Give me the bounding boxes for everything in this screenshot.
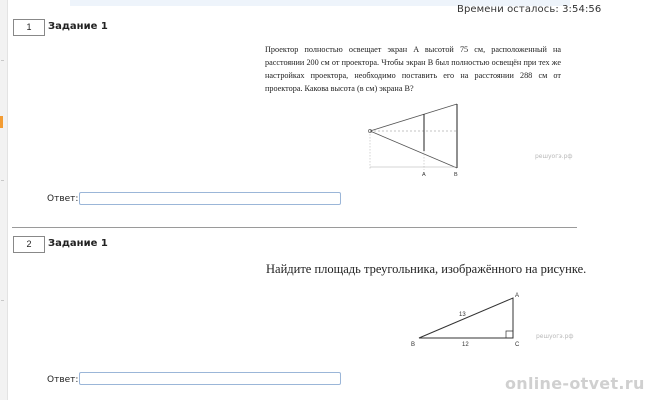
answer-label: Ответ:	[47, 194, 79, 204]
strip-tick	[1, 180, 4, 181]
timer-label: Времени осталось:	[457, 4, 559, 15]
left-strip	[0, 0, 8, 400]
vertex-a: A	[515, 293, 520, 299]
hypotenuse-length: 13	[459, 312, 466, 318]
site-watermark: online-otvet.ru	[505, 374, 645, 393]
current-task-marker	[0, 116, 3, 128]
task-number-badge: 2	[13, 236, 45, 253]
answer-label: Ответ:	[47, 375, 79, 385]
time-remaining	[457, 4, 601, 15]
vertex-c: C	[515, 342, 520, 348]
problem-statement: Проектор полностью освещает экран A высотой 75 см, расположенный на расстоянии 200 см от проектора. Чтобы экран B был полностью освещён при тех же настройках проектора, необходимо поставить его на расстоянии 288 см от проектора. Какова высота (в см) экрана B?	[265, 45, 561, 93]
source-watermark: решуогэ.рф	[535, 153, 573, 160]
beam-bottom-line	[370, 131, 457, 168]
answer-input[interactable]	[79, 372, 341, 385]
triangle-shape	[419, 298, 513, 338]
problem-text	[265, 43, 561, 95]
task-title: Задание 1	[48, 238, 108, 249]
task-title: Задание 1	[48, 21, 108, 32]
task-separator	[12, 227, 577, 228]
triangle-figure	[405, 288, 530, 350]
problem-statement: Найдите площадь треугольника, изображённого на рисунке.	[266, 262, 587, 276]
strip-tick	[1, 300, 4, 301]
answer-input[interactable]	[79, 192, 341, 205]
beam-top-line	[370, 104, 457, 131]
projector-figure	[362, 100, 472, 180]
label-b: B	[454, 172, 458, 178]
strip-tick	[1, 60, 4, 61]
label-a: A	[422, 172, 426, 178]
vertex-b: B	[411, 342, 416, 348]
task-number-badge: 1	[13, 19, 45, 36]
source-watermark: решуогэ.рф	[536, 333, 574, 340]
right-angle-mark	[506, 331, 513, 338]
timer-value: 3:54:56	[562, 4, 602, 15]
base-length: 12	[462, 342, 469, 348]
